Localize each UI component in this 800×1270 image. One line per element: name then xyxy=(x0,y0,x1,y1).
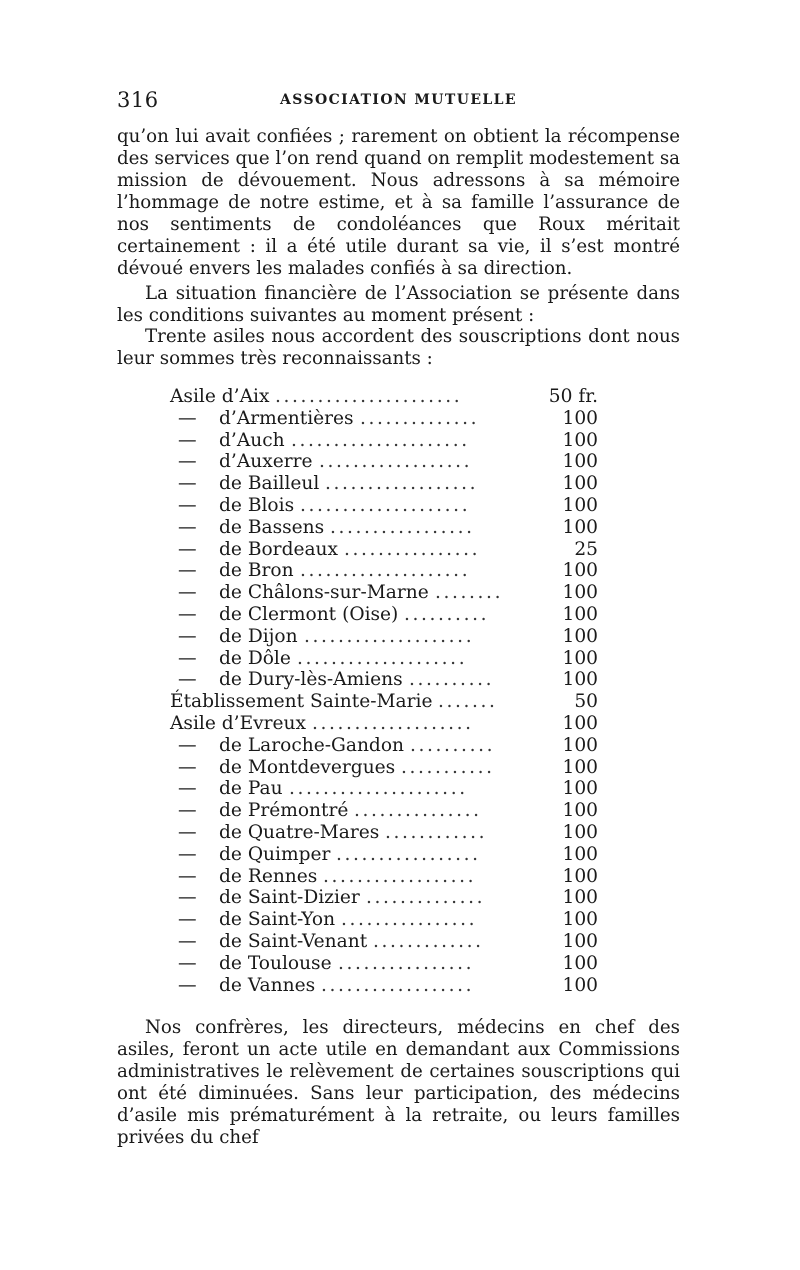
leader-dots: .................. xyxy=(325,473,479,495)
subscription-amount: 100 xyxy=(562,603,598,625)
subscription-row xyxy=(170,691,628,713)
asylum-name: de Laroche-Gandon xyxy=(219,734,404,756)
subscription-row xyxy=(170,800,628,822)
leader-dots: .................. xyxy=(323,865,477,887)
leader-dots: .................. xyxy=(319,451,473,473)
asylum-name: de Saint-Yon xyxy=(219,909,336,931)
asylum-name: d’Armentières xyxy=(219,407,354,429)
subscription-amount: 50 fr. xyxy=(548,386,598,407)
page-number: 316 xyxy=(117,88,159,112)
subscription-amount: 100 xyxy=(562,778,598,800)
ditto-dash: — xyxy=(178,930,197,952)
asylum-name: de Saint-Dizier xyxy=(219,887,360,909)
subscription-row xyxy=(170,539,628,561)
asylum-name: de Bassens xyxy=(219,516,325,538)
asylum-name: de Quimper xyxy=(219,843,331,865)
subscription-amount: 100 xyxy=(562,560,598,582)
leader-dots: ...................... xyxy=(275,386,463,407)
ditto-dash: — xyxy=(178,625,197,647)
subscription-amount: 100 xyxy=(562,473,598,495)
subscription-amount: 100 xyxy=(562,582,598,604)
subscription-amount: 100 xyxy=(562,407,598,429)
ditto-dash: — xyxy=(178,451,197,473)
subscription-amount: 100 xyxy=(562,930,598,952)
subscription-row xyxy=(170,931,628,953)
leader-dots: ....... xyxy=(438,691,498,713)
paragraph-financial-situation xyxy=(117,283,680,327)
ditto-dash: — xyxy=(178,909,197,931)
leader-dots: .......... xyxy=(404,603,490,625)
leader-dots: ............. xyxy=(373,930,484,952)
leader-dots: ................ xyxy=(341,909,478,931)
subscription-amount: 100 xyxy=(562,734,598,756)
subscription-amount: 100 xyxy=(562,429,598,451)
subscription-amount: 50 xyxy=(574,691,598,713)
ditto-dash: — xyxy=(178,843,197,865)
subscription-row xyxy=(170,582,628,604)
leader-dots: ............ xyxy=(385,821,488,843)
paragraph-text: Nos confrères, les directeurs, médecins en chef des asiles, feront un acte utile en demandant aux Commissions administratives le relèvement de certaines souscriptions qui ont été diminuées. Sans leur participation, des médecins d’asile mis prématurément à la retraite, ou leurs familles privées du chef xyxy=(117,1017,680,1148)
subscription-row xyxy=(170,844,628,866)
leader-dots: .................... xyxy=(304,625,475,647)
subscription-amount: 100 xyxy=(562,843,598,865)
ditto-dash: — xyxy=(178,734,197,756)
leader-dots: ................. xyxy=(336,843,481,865)
leader-dots: .............. xyxy=(360,407,480,429)
asylum-name: de Blois xyxy=(219,494,295,516)
leader-dots: ................ xyxy=(338,952,475,974)
subscription-row xyxy=(170,451,628,473)
ditto-dash: — xyxy=(178,756,197,778)
subscription-row xyxy=(170,408,628,430)
subscription-row xyxy=(170,713,628,735)
leader-dots: ................... xyxy=(312,712,474,734)
subscription-amount: 100 xyxy=(562,712,598,734)
leader-dots: ........ xyxy=(435,582,504,604)
asylum-name: de Châlons-sur-Marne xyxy=(219,582,429,604)
subscription-amount: 100 xyxy=(562,756,598,778)
ditto-dash: — xyxy=(178,974,197,996)
subscription-row xyxy=(170,386,628,408)
paragraph-text: Trente asiles nous accordent des souscriptions dont nous leur sommes très reconnaissants : xyxy=(117,326,680,369)
ditto-dash: — xyxy=(178,516,197,538)
leader-dots: .......... xyxy=(409,669,495,691)
leader-dots: .................... xyxy=(297,647,468,669)
subscription-row xyxy=(170,517,628,539)
ditto-dash: — xyxy=(178,647,197,669)
subscription-row xyxy=(170,909,628,931)
leader-dots: ........... xyxy=(401,756,495,778)
asylum-name: de Prémontré xyxy=(219,800,349,822)
subscription-amount: 100 xyxy=(562,974,598,996)
subscription-row xyxy=(170,778,628,800)
paragraph-text: qu’on lui avait confiées ; rarement on obtient la récompense des services que l’on rend quand on remplit modestement sa mission de dévouement. Nous adressons à sa mémoire l’hommage de notre estime, et à sa famille l’assurance de nos sentiments de condoléances que Roux méritait certainement : il a été utile durant sa vie, il s’est montré dévoué envers les malades confiés à sa direction. xyxy=(117,126,680,279)
asylum-name: de Clermont (Oise) xyxy=(219,603,399,625)
ditto-dash: — xyxy=(178,494,197,516)
subscription-row xyxy=(170,626,628,648)
subscription-row xyxy=(170,560,628,582)
asylum-name: Asile d’Aix xyxy=(170,386,270,407)
asylum-name: de Bailleul xyxy=(219,473,320,495)
subscription-row xyxy=(170,648,628,670)
asylum-name: Établissement Sainte-Marie xyxy=(170,691,433,713)
ditto-dash: — xyxy=(178,560,197,582)
ditto-dash: — xyxy=(178,473,197,495)
subscription-amount: 100 xyxy=(562,625,598,647)
leader-dots: ............... xyxy=(354,800,482,822)
subscription-amount: 100 xyxy=(562,800,598,822)
ditto-dash: — xyxy=(178,538,197,560)
subscription-amount: 100 xyxy=(562,494,598,516)
paragraph-appeal xyxy=(117,1017,680,1149)
asylum-name: Asile d’Evreux xyxy=(170,712,307,734)
asylum-name: de Pau xyxy=(219,778,283,800)
leader-dots: .................... xyxy=(300,560,471,582)
subscription-row xyxy=(170,757,628,779)
subscription-row xyxy=(170,430,628,452)
page-header xyxy=(117,88,680,118)
asylum-name: de Bordeaux xyxy=(219,538,339,560)
asylum-name: de Vannes xyxy=(219,974,316,996)
leader-dots: .............. xyxy=(366,887,486,909)
subscription-amount: 100 xyxy=(562,516,598,538)
subscription-amount: 25 xyxy=(574,538,598,560)
ditto-dash: — xyxy=(178,778,197,800)
leader-dots: ..................... xyxy=(291,429,470,451)
ditto-dash: — xyxy=(178,669,197,691)
subscription-row xyxy=(170,669,628,691)
subscription-row xyxy=(170,887,628,909)
asylum-name: de Bron xyxy=(219,560,294,582)
leader-dots: .......... xyxy=(410,734,496,756)
leader-dots: ................ xyxy=(344,538,481,560)
subscription-amount: 100 xyxy=(562,909,598,931)
ditto-dash: — xyxy=(178,952,197,974)
subscription-amount: 100 xyxy=(562,647,598,669)
asylum-name: de Dijon xyxy=(219,625,298,647)
paragraph-subscriptions-intro xyxy=(117,326,680,370)
ditto-dash: — xyxy=(178,887,197,909)
subscription-amount: 100 xyxy=(562,821,598,843)
subscription-amount: 100 xyxy=(562,451,598,473)
subscription-row xyxy=(170,735,628,757)
asylum-name: de Quatre-Mares xyxy=(219,821,380,843)
subscription-row xyxy=(170,473,628,495)
ditto-dash: — xyxy=(178,800,197,822)
ditto-dash: — xyxy=(178,821,197,843)
asylum-name: d’Auxerre xyxy=(219,451,313,473)
asylum-name: d’Auch xyxy=(219,429,285,451)
asylum-name: de Dôle xyxy=(219,647,291,669)
asylum-name: de Rennes xyxy=(219,865,318,887)
ditto-dash: — xyxy=(178,865,197,887)
ditto-dash: — xyxy=(178,603,197,625)
leader-dots: ................. xyxy=(330,516,475,538)
subscription-row xyxy=(170,866,628,888)
paragraph-continuation xyxy=(117,126,680,280)
leader-dots: .................... xyxy=(300,494,471,516)
running-head: ASSOCIATION MUTUELLE xyxy=(280,92,517,108)
asylum-name: de Toulouse xyxy=(219,952,332,974)
leader-dots: ..................... xyxy=(289,778,468,800)
subscription-amount: 100 xyxy=(562,669,598,691)
subscription-amount: 100 xyxy=(562,952,598,974)
subscription-amount: 100 xyxy=(562,887,598,909)
subscription-row xyxy=(170,975,628,997)
asylum-name: de Saint-Venant xyxy=(219,930,368,952)
subscription-row xyxy=(170,495,628,517)
paragraph-text: La situation financière de l’Association se présente dans les conditions suivantes au moment présent : xyxy=(117,283,680,326)
subscription-row xyxy=(170,953,628,975)
subscription-list xyxy=(170,386,628,996)
subscription-row xyxy=(170,822,628,844)
subscription-amount: 100 xyxy=(562,865,598,887)
asylum-name: de Dury-lès-Amiens xyxy=(219,669,403,691)
leader-dots: .................. xyxy=(321,974,475,996)
ditto-dash: — xyxy=(178,582,197,604)
ditto-dash: — xyxy=(178,407,197,429)
subscription-row xyxy=(170,604,628,626)
ditto-dash: — xyxy=(178,429,197,451)
asylum-name: de Montdevergues xyxy=(219,756,396,778)
